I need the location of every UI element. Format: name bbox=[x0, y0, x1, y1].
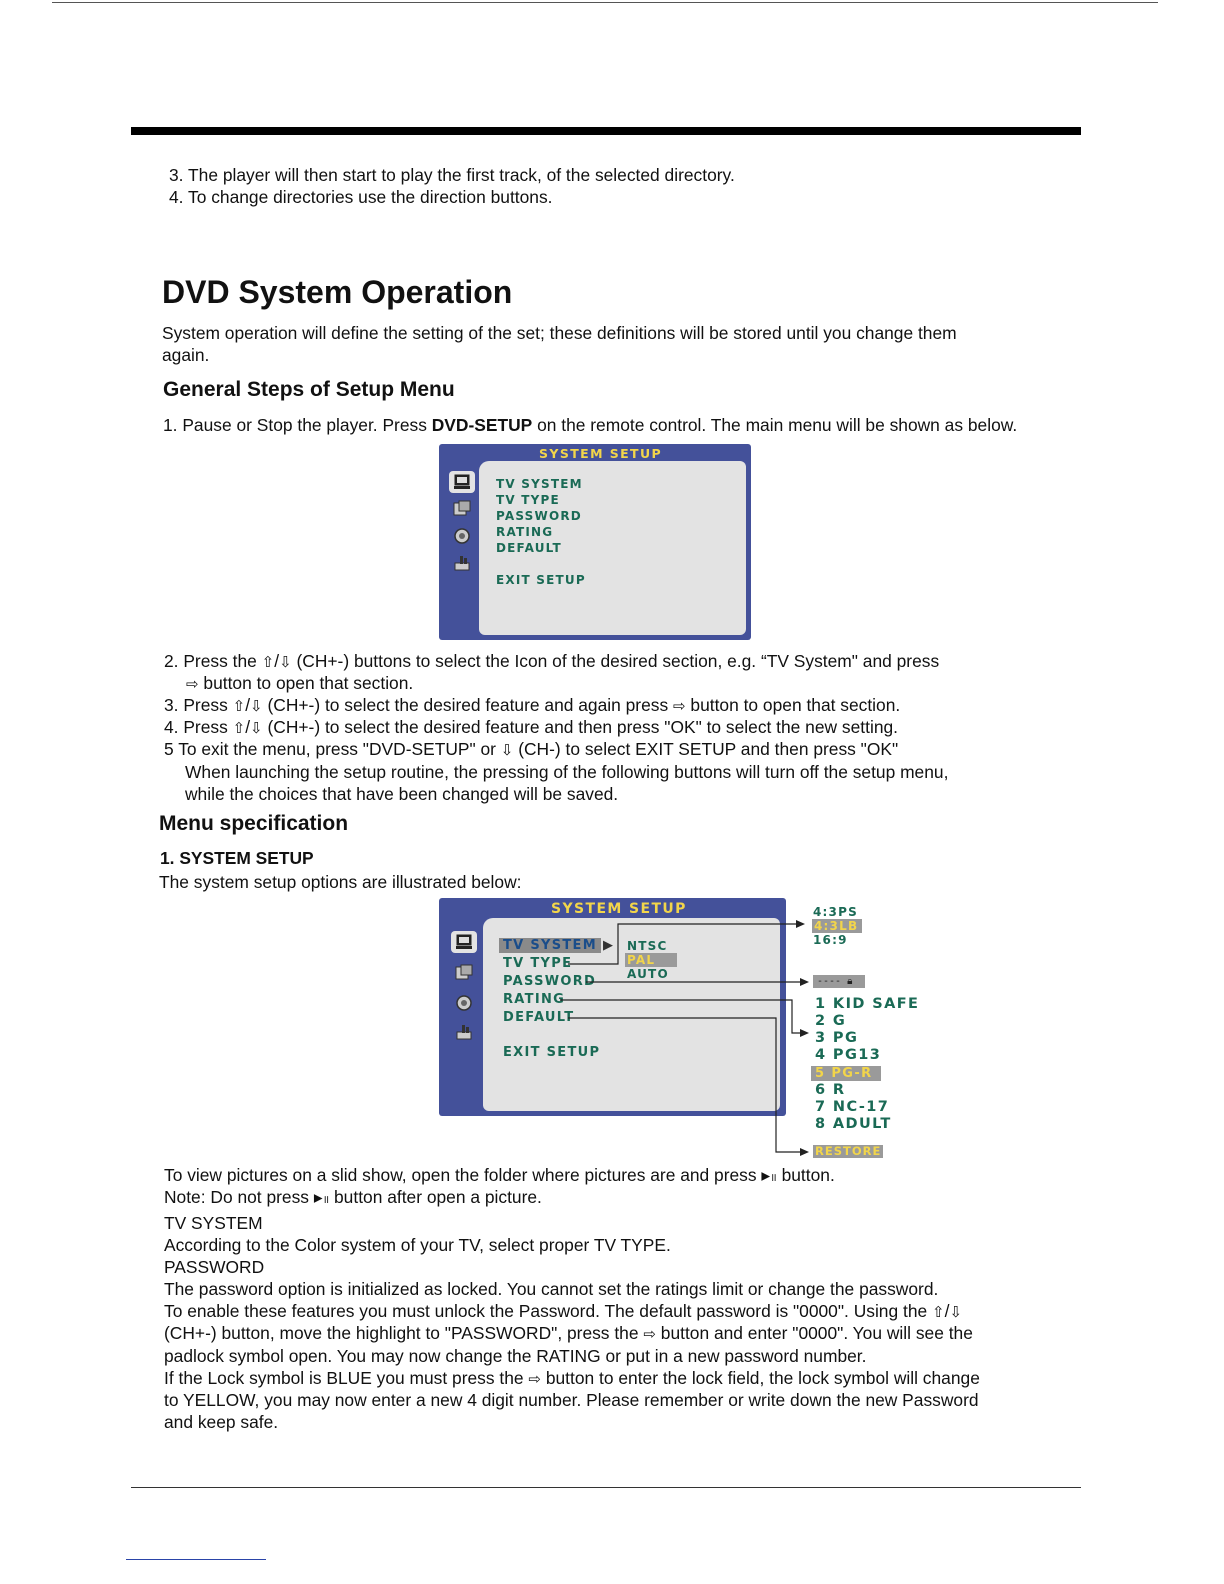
right-arrow-icon: ⇨ bbox=[186, 675, 199, 693]
menu-2-item-default[interactable]: DEFAULT bbox=[503, 1010, 575, 1025]
connector-rating bbox=[560, 1000, 800, 1033]
password-p3c: and keep safe. bbox=[164, 1412, 279, 1432]
tv-system-option-ntsc[interactable]: NTSC bbox=[627, 939, 668, 953]
password-p3b: to YELLOW, you may now enter a new 4 digit number. Please remember or write down the new Password bbox=[164, 1390, 979, 1410]
tv-system-heading: TV SYSTEM bbox=[164, 1213, 263, 1233]
system-setup-heading: 1. SYSTEM SETUP bbox=[160, 848, 314, 868]
menu-2-item-tv-system[interactable]: TV SYSTEM bbox=[499, 938, 601, 953]
arrowhead-password bbox=[800, 978, 809, 986]
rating-option-6[interactable]: 6 R bbox=[815, 1082, 846, 1098]
footer-link-underline bbox=[126, 1559, 266, 1560]
monitor-icon[interactable] bbox=[451, 931, 477, 953]
step-5-pre: 5 To exit the menu, press "DVD-SETUP" or bbox=[164, 739, 501, 759]
menu-spec-heading: Menu specification bbox=[159, 812, 349, 835]
speaker-icon[interactable] bbox=[449, 525, 475, 547]
down-arrow-icon: ⇩ bbox=[250, 719, 263, 737]
slash: / bbox=[274, 651, 280, 671]
up-arrow-icon: ⇧ bbox=[232, 697, 246, 715]
step-1-after: on the remote control. The main menu will be shown as below. bbox=[532, 415, 1018, 435]
menu-2-item-exit-setup[interactable]: EXIT SETUP bbox=[503, 1045, 601, 1060]
step-1-before: 1. Pause or Stop the player. Press bbox=[163, 415, 432, 435]
right-arrow-icon: ⇨ bbox=[643, 1325, 656, 1343]
menu-2-item-rating[interactable]: RATING bbox=[503, 992, 566, 1007]
play-glyph: ▸ bbox=[313, 1187, 323, 1207]
note-pre: Note: Do not press bbox=[164, 1187, 309, 1207]
step-5-post: (CH-) to select EXIT SETUP and then press "OK" bbox=[518, 739, 899, 759]
lock-icon: 🔒︎ bbox=[847, 976, 853, 987]
password-p1: The password option is initialized as locked. You cannot set the ratings limit or change the password. bbox=[164, 1279, 939, 1299]
bottom-rule bbox=[131, 1487, 1081, 1488]
play-glyph: ▸ bbox=[761, 1165, 771, 1185]
menu-1-item-default[interactable]: DEFAULT bbox=[496, 541, 562, 555]
step-4-pre: 4. Press bbox=[164, 717, 233, 737]
step-3 bbox=[164, 694, 900, 717]
step-2-line2-text: button to open that section. bbox=[203, 673, 414, 693]
step-5-line3: while the choices that have been changed will be saved. bbox=[185, 784, 619, 804]
step-3-post: button to open that section. bbox=[690, 695, 901, 715]
password-p2a-text: To enable these features you must unlock the Password. The default password is "0000". Using the bbox=[164, 1301, 928, 1321]
password-p3a-post: button to enter the lock field, the lock symbol will change bbox=[545, 1368, 980, 1388]
play-pause-icon bbox=[761, 1165, 776, 1185]
section-intro-line1: System operation will define the setting of the set; these definitions will be stored until you change them bbox=[162, 323, 957, 343]
tv-system-option-auto[interactable]: AUTO bbox=[627, 967, 669, 981]
slideshow-pre: To view pictures on a slid show, open the folder where pictures are and press bbox=[164, 1165, 757, 1185]
language-icon[interactable] bbox=[449, 498, 475, 520]
play-pause-icon bbox=[314, 1187, 329, 1207]
down-arrow-icon: ⇩ bbox=[500, 741, 514, 759]
password-p3a-pre: If the Lock symbol is BLUE you must press the bbox=[164, 1368, 524, 1388]
step-3-mid: (CH+-) to select the desired feature and again press bbox=[267, 695, 673, 715]
right-arrow-icon: ⇨ bbox=[528, 1370, 541, 1388]
video-icon[interactable] bbox=[449, 552, 475, 574]
password-p2b-post: button and enter "0000". You will see the bbox=[660, 1323, 973, 1343]
menu-1-item-password[interactable]: PASSWORD bbox=[496, 509, 582, 523]
rating-option-8[interactable]: 8 ADULT bbox=[815, 1116, 892, 1132]
default-option-restore[interactable]: RESTORE bbox=[815, 1144, 882, 1158]
page-title: DVD System Operation bbox=[162, 274, 513, 310]
header-bar bbox=[131, 127, 1081, 135]
step-2-post: (CH+-) buttons to select the Icon of the desired section, e.g. “TV System" and press bbox=[296, 651, 940, 671]
password-p2b-pre: (CH+-) button, move the highlight to "PASSWORD", press the bbox=[164, 1323, 639, 1343]
password-field-dashes: ---- bbox=[817, 976, 848, 987]
password-field[interactable] bbox=[813, 975, 865, 988]
slash: / bbox=[245, 717, 251, 737]
rating-option-3[interactable]: 3 PG bbox=[815, 1030, 859, 1046]
arrowhead-tv-type bbox=[796, 920, 805, 928]
note-text bbox=[164, 1186, 542, 1211]
slideshow-post: button. bbox=[781, 1165, 835, 1185]
menu-2-item-password[interactable]: PASSWORD bbox=[503, 974, 597, 989]
play-arrow-icon: ▶ bbox=[603, 938, 615, 953]
rating-option-4[interactable]: 4 PG13 bbox=[815, 1047, 882, 1063]
arrowhead-rating bbox=[800, 1029, 809, 1037]
rating-option-7[interactable]: 7 NC-17 bbox=[815, 1099, 890, 1115]
step-1-bold: DVD-SETUP bbox=[431, 415, 533, 435]
menu-1-item-tv-type[interactable]: TV TYPE bbox=[496, 493, 560, 507]
tv-type-option-4-3lb[interactable]: 4:3LB bbox=[812, 919, 862, 933]
speaker-icon[interactable] bbox=[451, 992, 477, 1014]
password-p2c: padlock symbol open. You may now change the RATING or put in a new password number. bbox=[164, 1346, 867, 1366]
step-2-line1 bbox=[164, 650, 939, 673]
slash: / bbox=[944, 1301, 950, 1321]
step-5-line2: When launching the setup routine, the pressing of the following buttons will turn off the setup menu, bbox=[185, 762, 949, 782]
general-steps-heading: General Steps of Setup Menu bbox=[163, 378, 455, 401]
slash: / bbox=[245, 695, 251, 715]
menu-2-connectors bbox=[560, 900, 820, 1160]
menu-1-item-tv-system[interactable]: TV SYSTEM bbox=[496, 477, 583, 491]
tv-type-option-16-9[interactable]: 16:9 bbox=[813, 933, 848, 947]
monitor-icon[interactable] bbox=[449, 471, 475, 493]
up-arrow-icon: ⇧ bbox=[261, 653, 275, 671]
down-arrow-icon: ⇩ bbox=[279, 653, 292, 671]
step-4-post: (CH+-) to select the desired feature and then press "OK" to select the new setting. bbox=[267, 717, 898, 737]
password-p2b bbox=[164, 1322, 973, 1345]
language-icon[interactable] bbox=[451, 962, 477, 984]
section-intro-line2: again. bbox=[162, 345, 210, 365]
down-arrow-icon: ⇩ bbox=[250, 697, 263, 715]
pause-glyph: ॥ bbox=[770, 1172, 777, 1184]
pause-glyph: ॥ bbox=[322, 1194, 330, 1206]
rating-option-5[interactable]: 5 PG-R bbox=[811, 1066, 881, 1081]
down-arrow-icon: ⇩ bbox=[949, 1303, 963, 1321]
system-setup-menu-1 bbox=[439, 444, 751, 640]
menu-2-title: SYSTEM SETUP bbox=[551, 901, 687, 917]
step-2-line2 bbox=[186, 672, 413, 695]
step-1 bbox=[163, 414, 1017, 436]
password-p3a bbox=[164, 1367, 980, 1390]
arrowhead-default bbox=[800, 1148, 809, 1156]
note-post: button after open a picture. bbox=[334, 1187, 542, 1207]
menu-1-item-exit-setup[interactable]: EXIT SETUP bbox=[496, 573, 586, 587]
rating-option-2[interactable]: 2 G bbox=[815, 1013, 847, 1029]
step-2-pre: 2. Press the bbox=[164, 651, 262, 671]
step-5 bbox=[164, 738, 898, 761]
up-arrow-icon: ⇧ bbox=[232, 719, 246, 737]
tv-system-text: According to the Color system of your TV, select proper TV TYPE. bbox=[164, 1235, 671, 1255]
tv-type-option-4-3ps[interactable]: 4:3PS bbox=[813, 905, 858, 919]
password-heading: PASSWORD bbox=[164, 1257, 265, 1277]
top-rule bbox=[52, 2, 1158, 3]
tv-system-option-pal[interactable]: PAL bbox=[625, 953, 677, 967]
right-arrow-icon: ⇨ bbox=[672, 697, 686, 715]
video-icon[interactable] bbox=[451, 1021, 477, 1043]
intro-step-4: 4. To change directories use the direction buttons. bbox=[169, 187, 553, 207]
system-setup-intro: The system setup options are illustrated below: bbox=[159, 872, 522, 892]
connector-tv-type bbox=[568, 924, 796, 964]
intro-step-3: 3. The player will then start to play the first track, of the selected directory. bbox=[169, 165, 735, 185]
password-p2a bbox=[164, 1300, 962, 1323]
menu-2-item-tv-type[interactable]: TV TYPE bbox=[503, 956, 573, 971]
up-arrow-icon: ⇧ bbox=[932, 1303, 945, 1321]
rating-option-1[interactable]: 1 KID SAFE bbox=[815, 996, 920, 1012]
menu-1-item-rating[interactable]: RATING bbox=[496, 525, 554, 539]
menu-1-title: SYSTEM SETUP bbox=[539, 446, 663, 461]
step-3-pre: 3. Press bbox=[164, 695, 233, 715]
connector-default bbox=[568, 1018, 800, 1152]
step-4 bbox=[164, 716, 898, 739]
